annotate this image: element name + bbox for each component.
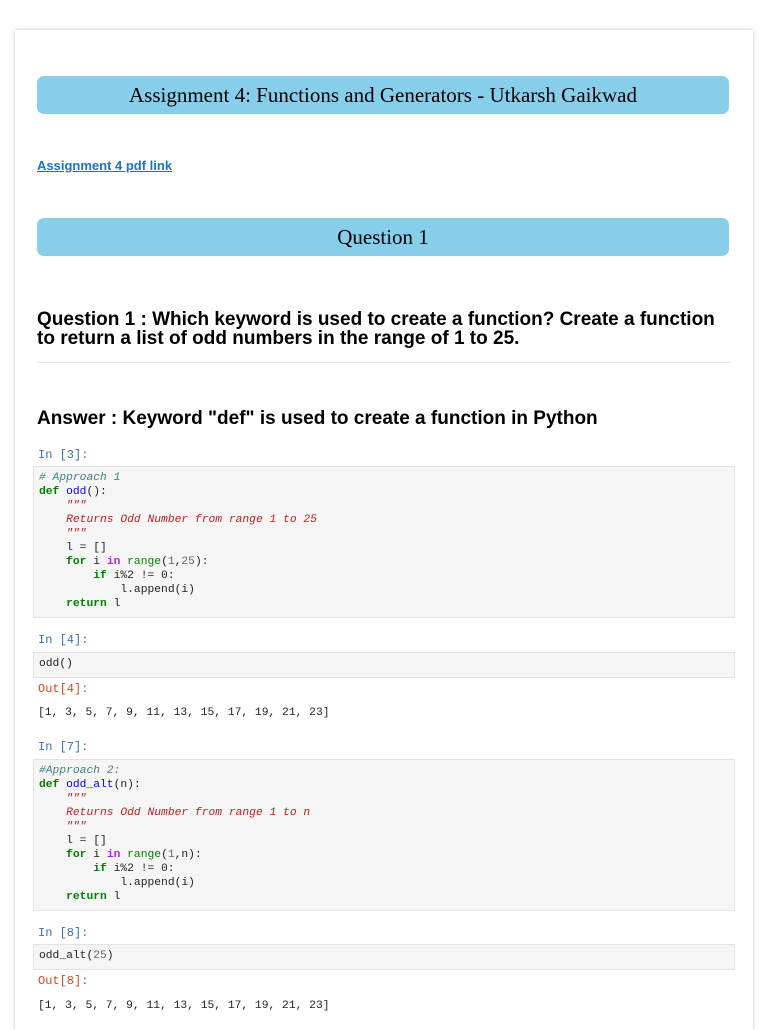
code-line: #Approach 2: <box>39 765 121 777</box>
code-block <box>39 949 114 963</box>
input-prompt: In [3]: <box>38 448 89 462</box>
divider <box>37 362 730 363</box>
code-line: # Approach 1 <box>39 472 121 484</box>
output-prompt: Out[8]: <box>38 974 89 988</box>
answer-heading: Answer : Keyword "def" is used to create a function in Python <box>37 408 598 429</box>
input-prompt: In [8]: <box>38 926 89 940</box>
input-prompt: In [4]: <box>38 633 89 647</box>
code-cell[interactable] <box>33 466 735 618</box>
code-line: if i%2 != 0: <box>93 570 175 582</box>
code-block <box>39 657 73 671</box>
code-line: """ <box>66 500 87 512</box>
code-line: l.append(i) <box>120 877 195 889</box>
question-heading: Question 1 : Which keyword is used to create a function? Create a function to return a list of odd numbers in the range of 1 to 25. <box>37 309 715 349</box>
code-line: return l <box>66 598 121 610</box>
code-line: l.append(i) <box>120 584 195 596</box>
code-line: l = [] <box>66 835 107 847</box>
code-line: def odd(): <box>39 486 107 498</box>
code-line: for i in range(1,25): <box>66 556 209 568</box>
code-cell[interactable] <box>33 652 735 678</box>
code-line: return l <box>66 891 121 903</box>
code-line: """ <box>66 793 87 805</box>
code-line: """ <box>66 528 87 540</box>
input-prompt: In [7]: <box>38 740 89 754</box>
code-cell[interactable] <box>33 944 735 970</box>
code-line: odd_alt(25) <box>39 950 114 962</box>
output-prompt: Out[4]: <box>38 682 89 696</box>
code-line: for i in range(1,n): <box>66 849 202 861</box>
code-line: if i%2 != 0: <box>93 863 175 875</box>
page-title: Assignment 4: Functions and Generators - Utkarsh Gaikwad <box>37 76 729 114</box>
code-cell[interactable] <box>33 759 735 911</box>
code-line: Returns Odd Number from range 1 to 25 <box>66 514 317 526</box>
code-line: l = [] <box>66 542 107 554</box>
code-line: odd() <box>39 658 73 670</box>
section-banner: Question 1 <box>37 218 729 256</box>
output-text: [1, 3, 5, 7, 9, 11, 13, 15, 17, 19, 21, 23] <box>38 1000 330 1012</box>
code-line: """ <box>66 821 87 833</box>
notebook-page <box>15 30 753 1030</box>
code-block <box>39 764 310 904</box>
code-line: def odd_alt(n): <box>39 779 141 791</box>
code-block <box>39 471 317 611</box>
output-text: [1, 3, 5, 7, 9, 11, 13, 15, 17, 19, 21, 23] <box>38 707 330 719</box>
code-line: Returns Odd Number from range 1 to n <box>66 807 311 819</box>
assignment-pdf-link[interactable]: Assignment 4 pdf link <box>37 158 173 173</box>
